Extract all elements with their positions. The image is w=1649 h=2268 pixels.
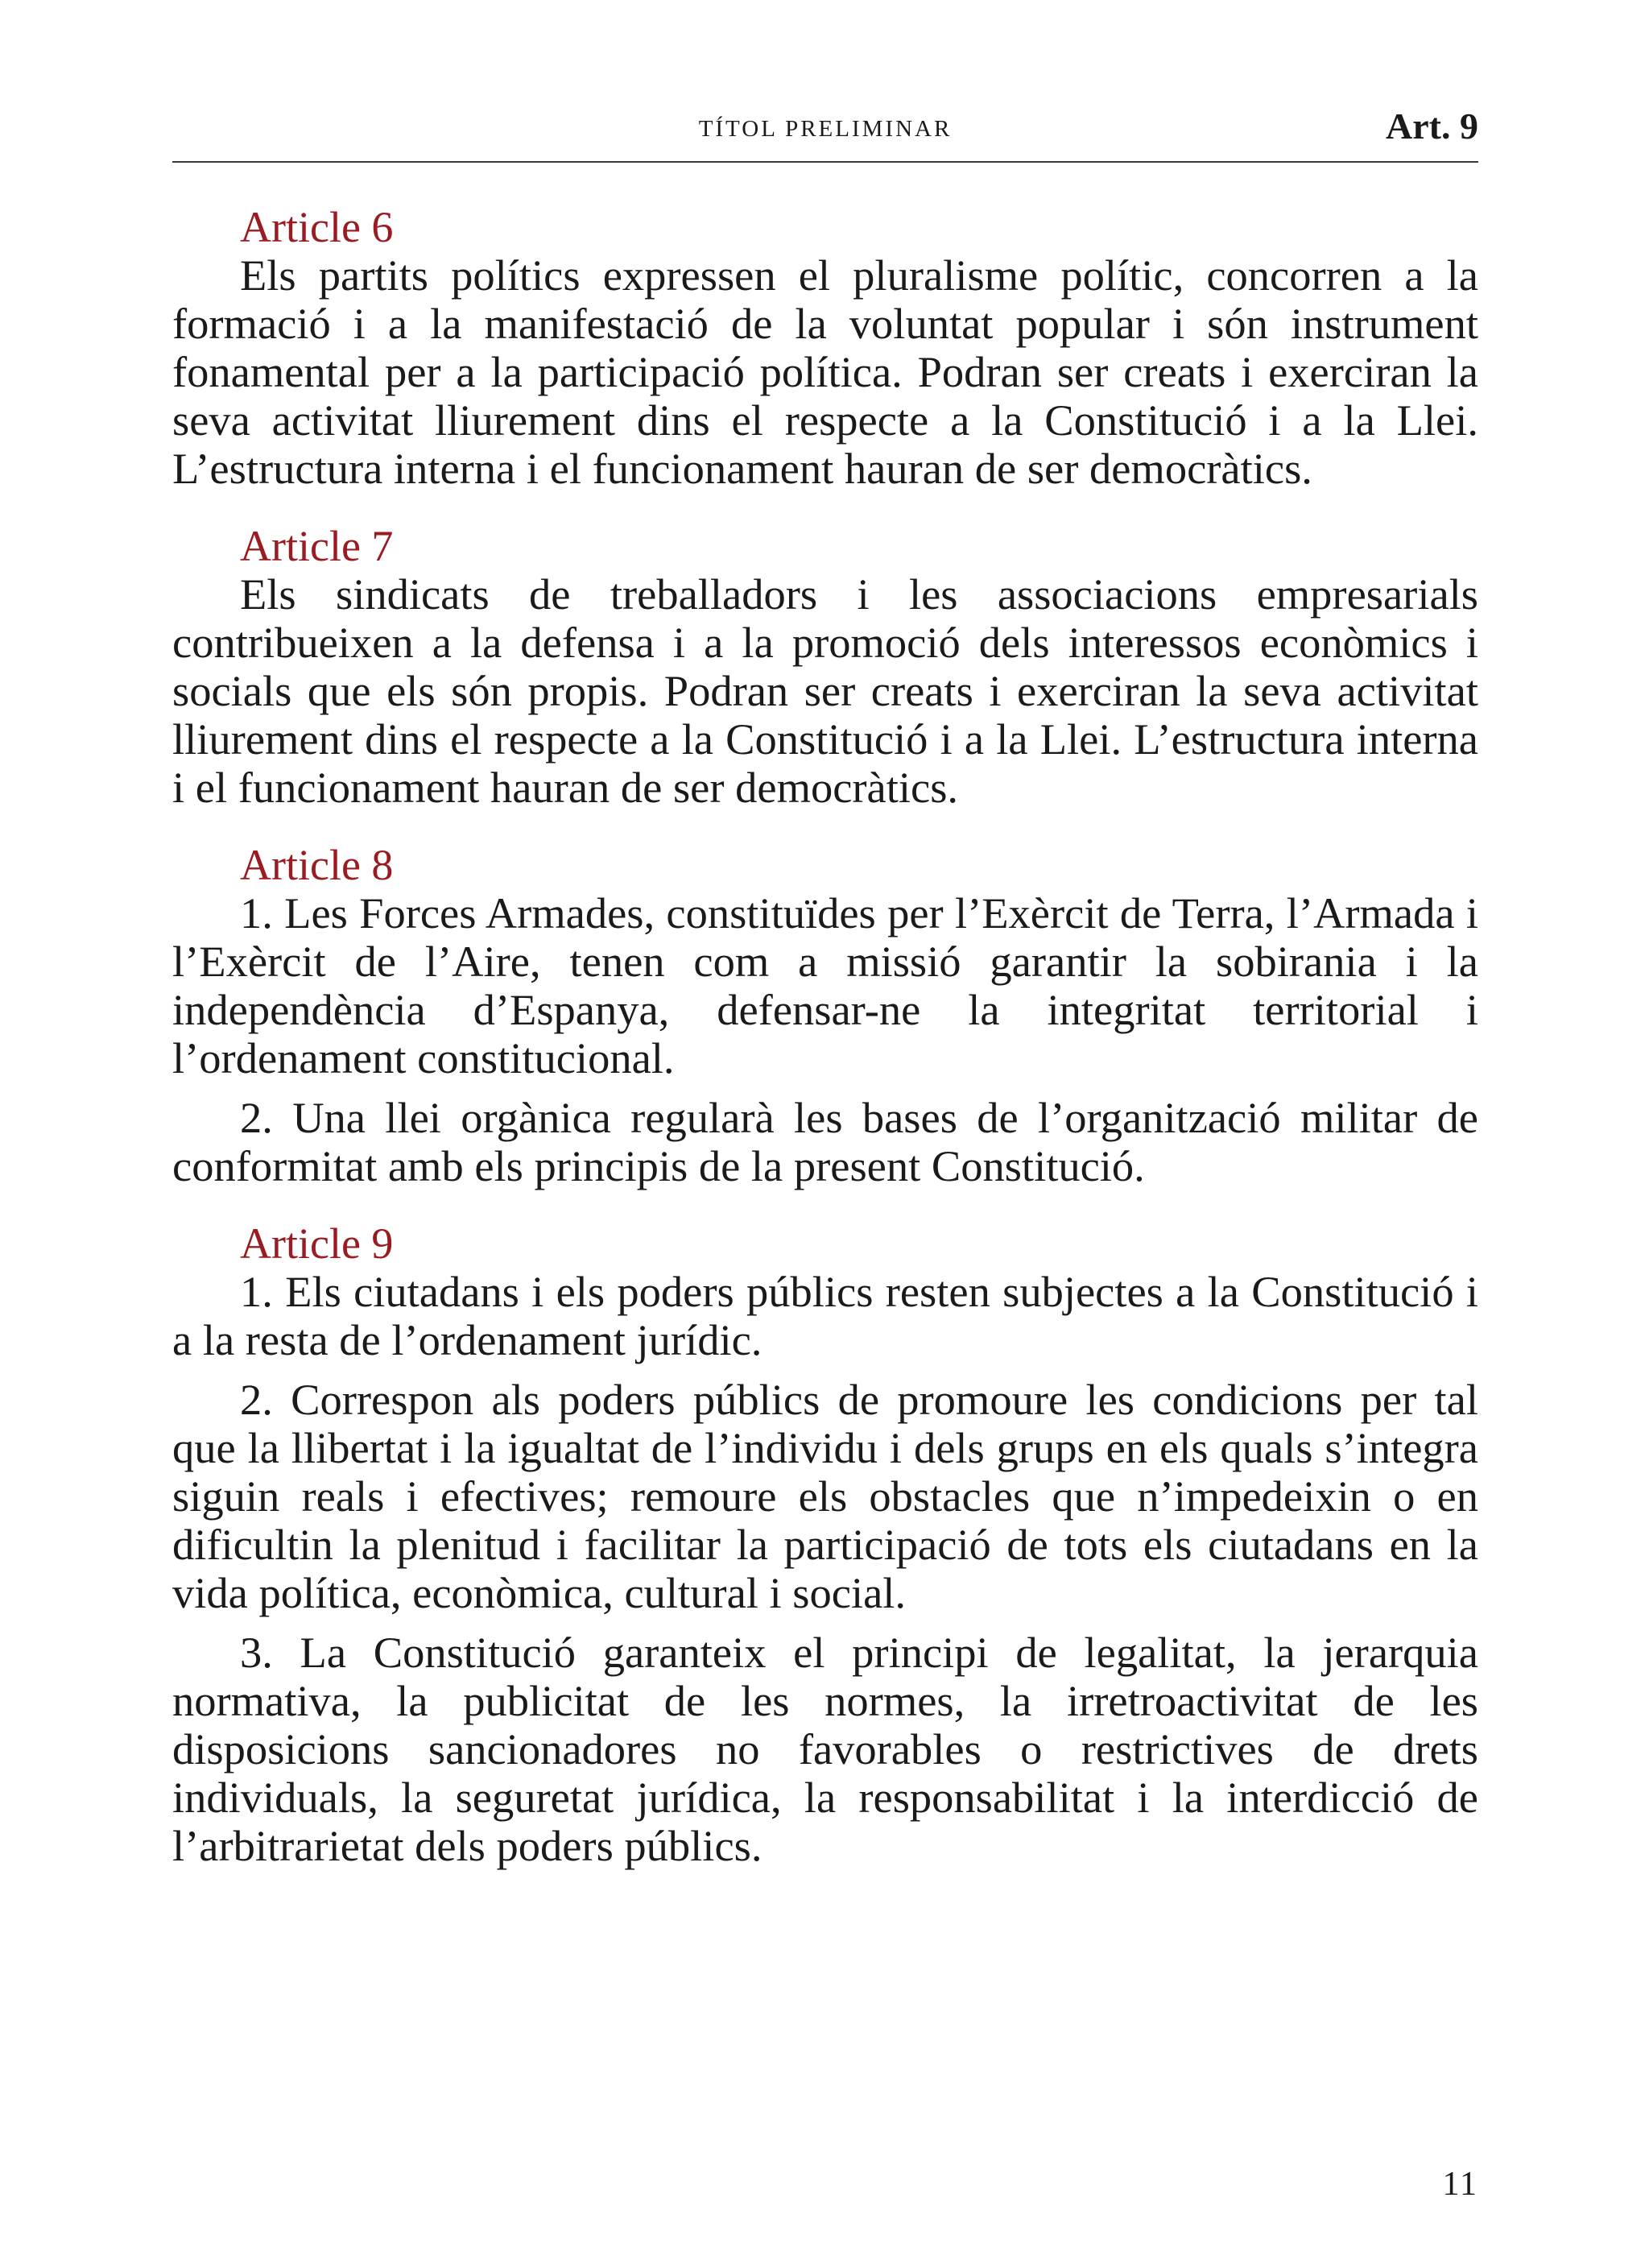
article-heading: Article 9 (240, 1219, 394, 1268)
article-paragraph: 2. Una llei orgànica regularà les bases de l’organització militar de conformitat amb els principis de la present Constitució. (172, 1093, 1478, 1190)
article-paragraph: 2. Correspon als poders públics de promoure les condicions per tal que la llibertat i la igualtat de l’individu i dels grups en els quals s’integra siguin reals i efectives; remoure els obstacles que n’impedeixin o en dificultin la plenitud i facilitar la participació de tots els ciutadans en la vida política, econòmica, cultural i social. (172, 1375, 1478, 1617)
running-header (172, 105, 1478, 163)
article-heading: Article 7 (240, 522, 394, 570)
article-paragraph: Els sindicats de treballadors i les associacions empresarials contribueixen a la defensa i a la promoció dels interessos econòmics i socials que els són propis. Podran ser creats i exerciran la seva activitat lliurement dins el respecte a la Constitució i a la Llei. L’estructura interna i el funcionament hauran de ser democràtics. (172, 569, 1478, 812)
article-paragraph: 1. Els ciutadans i els poders públics resten subjectes a la Constitució i a la resta de l’ordenament jurídic. (172, 1267, 1478, 1364)
article-heading: Article 6 (240, 203, 394, 251)
article-paragraph: Els partits polítics expressen el pluralisme polític, concorren a la formació i a la manifestació de la voluntat popular i són instrument fonamental per a la participació política. Podran ser creats i exerciran la seva activitat lliurement dins el respecte a la Constitució i a la Llei. L’estructura interna i el funcionament hauran de ser democràtics. (172, 250, 1478, 493)
page-number: 11 (1442, 2166, 1478, 2203)
section-title: TÍTOL PRELIMINAR (698, 116, 953, 142)
article-paragraph: 1. Les Forces Armades, constituïdes per l’Exèrcit de Terra, l’Armada i l’Exèrcit de l’Aire, tenen com a missió garantir la sobirania i la independència d’Espanya, defensar-ne la integritat territorial i l’ordenament constitucional. (172, 888, 1478, 1082)
article-reference: Art. 9 (1386, 106, 1478, 147)
article-heading: Article 8 (240, 841, 394, 889)
article-9 (172, 1219, 1478, 1870)
document-body (172, 203, 1478, 1899)
article-paragraph: 3. La Constitució garanteix el principi de legalitat, la jerarquia normativa, la publicitat de les normes, la irretroactivitat de les disposicions sancionadores no favorables o restrictives de drets individuals, la seguretat jurídica, la responsabilitat i la interdicció de l’arbitrarietat dels poders públics. (172, 1628, 1478, 1870)
article-7 (172, 522, 1478, 812)
article-8 (172, 841, 1478, 1190)
article-6 (172, 203, 1478, 493)
